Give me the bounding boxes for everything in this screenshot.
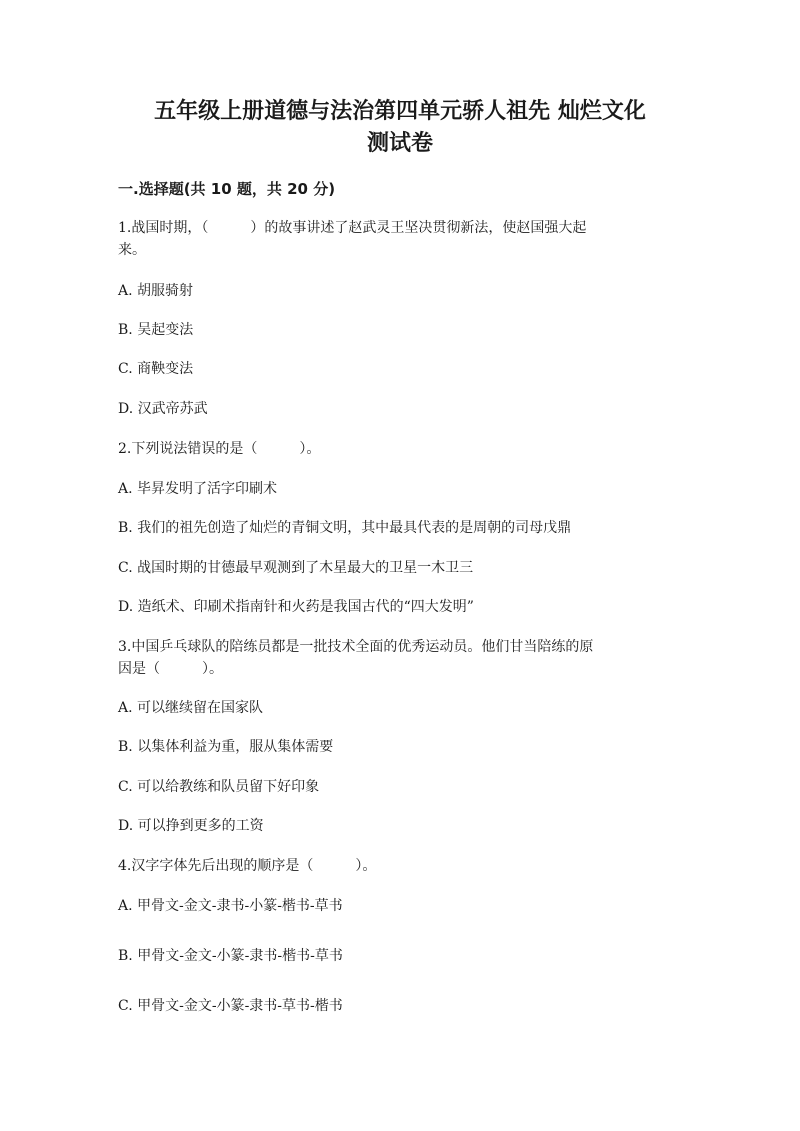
question-2-option-a: A. 毕昇发明了活字印刷术 <box>118 481 278 497</box>
question-4-option-b: B. 甲骨文-金文-小篆-隶书-楷书-草书 <box>118 948 343 964</box>
question-3-option-b: B. 以集体利益为重，服从集体需要 <box>118 739 334 755</box>
question-4-option-c: C. 甲骨文-金文-小篆-隶书-草书-楷书 <box>118 998 343 1014</box>
question-3-option-a: A. 可以继续留在国家队 <box>118 700 264 716</box>
question-4-option-a: A. 甲骨文-金文-隶书-小篆-楷书-草书 <box>118 898 343 914</box>
question-2-option-d: D. 造纸术、印刷术指南针和火药是我国古代的“四大发明” <box>118 599 474 615</box>
question-1-stem-line-2: 来。 <box>118 242 146 258</box>
title-line-1: 五年级上册道德与法治第四单元骄人祖先 灿烂文化 <box>154 99 646 124</box>
title-line-2: 测试卷 <box>366 131 433 156</box>
question-2-option-c: C. 战国时期的甘德最早观测到了木星最大的卫星一木卫三 <box>118 560 474 576</box>
question-3-option-d: D. 可以挣到更多的工资 <box>118 818 264 834</box>
question-3-option-c: C. 可以给教练和队员留下好印象 <box>118 779 320 795</box>
question-3-stem-line-2: 因是（ ）。 <box>118 661 223 677</box>
question-1-option-b: B. 吴起变法 <box>118 322 194 338</box>
question-1-option-c: C. 商鞅变法 <box>118 361 194 377</box>
question-2-option-b: B. 我们的祖先创造了灿烂的青铜文明，其中最具代表的是周朝的司母戊鼎 <box>118 520 572 536</box>
question-2-stem: 2.下列说法错误的是（ ）。 <box>118 441 321 457</box>
question-3-stem-line-1: 3.中国乒乓球队的陪练员都是一批技术全面的优秀运动员。他们甘当陪练的原 <box>118 639 594 655</box>
section-heading: 一.选择题(共 10 题，共 20 分) <box>118 180 336 198</box>
question-4-stem: 4.汉字字体先后出现的顺序是（ ）。 <box>118 858 377 874</box>
question-1-option-a: A. 胡服骑射 <box>118 283 194 299</box>
question-1-option-d: D. 汉武帝苏武 <box>118 401 208 417</box>
question-1-stem-line-1: 1.战国时期，（ ）的故事讲述了赵武灵王坚决贯彻新法，使赵国强大起 <box>118 220 587 236</box>
document-title <box>100 96 700 160</box>
